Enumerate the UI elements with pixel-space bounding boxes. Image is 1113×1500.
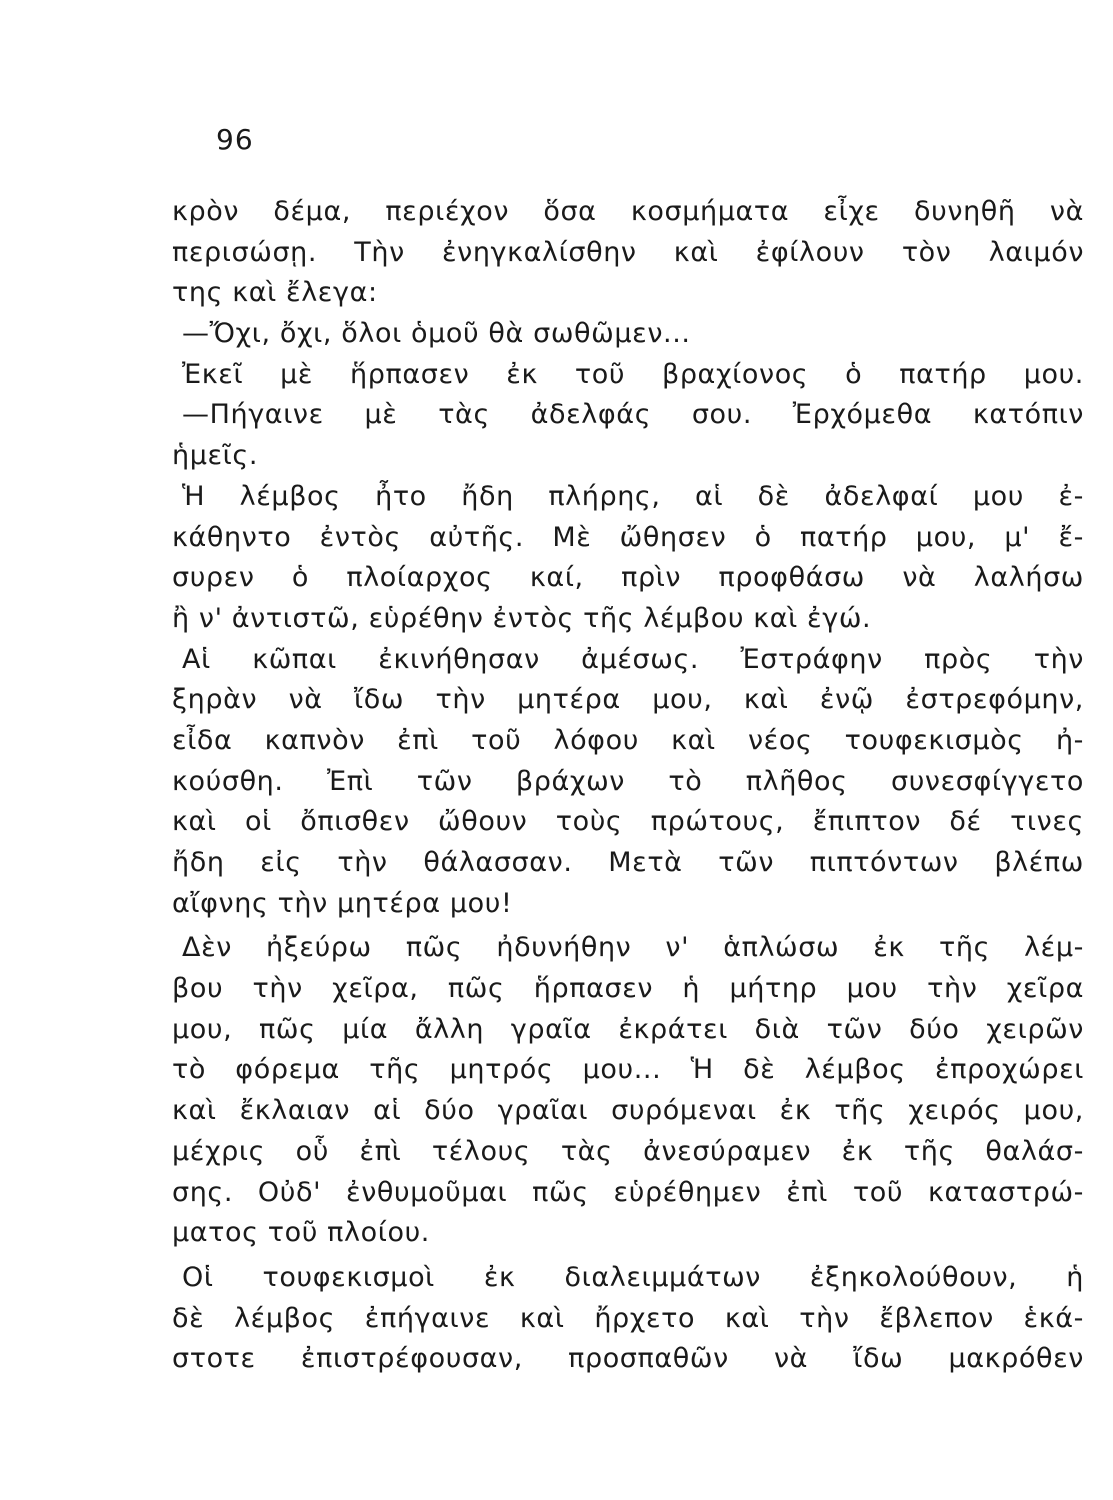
text-line: καὶ ἔκλαιαν αἱ δύο γραῖαι συρόμεναι ἐκ τῆς χειρός μου, [172,1095,1084,1127]
text-line: τὸ φόρεμα τῆς μητρός μου... Ἡ δὲ λέμβος ἐπροχώρει [172,1054,1084,1086]
text-line: της καὶ ἔλεγα: [172,277,378,309]
text-line: ἡμεῖς. [172,440,259,472]
text-line: μου, πῶς μία ἄλλη γραῖα ἐκράτει διὰ τῶν δύο χειρῶν [172,1013,1084,1045]
text-line: στοτε ἐπιστρέφουσαν, προσπαθῶν νὰ ἴδω μακρόθεν [172,1343,1084,1375]
text-line: Δὲν ἠξεύρω πῶς ἠδυνήθην ν' ἁπλώσω ἐκ τῆς λέμ- [182,932,1084,964]
text-line: Ἡ λέμβος ἦτο ἤδη πλήρης, αἱ δὲ ἀδελφαί μου ἐ- [182,480,1084,512]
text-line: βου τὴν χεῖρα, πῶς ἥρπασεν ἡ μήτηρ μου τὴν χεῖρα [172,973,1084,1005]
text-line: Οἱ τουφεκισμοὶ ἐκ διαλειμμάτων ἐξηκολούθουν, ἡ [182,1261,1084,1293]
text-line: κρὸν δέμα, περιέχον ὅσα κοσμήματα εἶχε δυνηθῆ νὰ [172,196,1084,227]
text-line: ἢ ν' ἀντιστῶ, εὑρέθην ἐντὸς τῆς λέμβου καὶ ἐγώ. [172,602,872,634]
text-line: κάθηντο ἐντὸς αὐτῆς. Μὲ ὤθησεν ὁ πατήρ μου, μ' ἔ- [172,521,1084,553]
body-text [172,192,1084,1380]
text-line: Αἱ κῶπαι ἐκινήθησαν ἀμέσως. Ἐστράφην πρὸς τὴν [182,643,1084,675]
text-line: ματος τοῦ πλοίου. [172,1217,430,1249]
text-line: δὲ λέμβος ἐπήγαινε καὶ ἤρχετο καὶ τὴν ἔβλεπον ἑκά- [172,1302,1084,1334]
text-line: —Πήγαινε μὲ τὰς ἀδελφάς σου. Ἐρχόμεθα κατόπιν [182,399,1084,431]
text-line: περισώσῃ. Τὴν ἐνηγκαλίσθην καὶ ἐφίλουν τὸν λαιμόν [172,236,1084,268]
text-line: καὶ οἱ ὄπισθεν ὤθουν τοὺς πρώτους, ἔπιπτον δέ τινες [172,806,1084,838]
text-line: ξηρὰν νὰ ἴδω τὴν μητέρα μου, καὶ ἐνῷ ἐστρεφόμην, [172,684,1084,716]
text-line: συρεν ὁ πλοίαρχος καί, πρὶν προφθάσω νὰ λαλήσω [172,562,1084,594]
text-line: μέχρις οὗ ἐπὶ τέλους τὰς ἀνεσύραμεν ἐκ τῆς θαλάσ- [172,1135,1084,1167]
text-line: —Ὄχι, ὄχι, ὅλοι ὁμοῦ θὰ σωθῶμεν... [182,318,691,350]
text-line: ἤδη εἰς τὴν θάλασσαν. Μετὰ τῶν πιπτόντων βλέπω [172,847,1084,878]
text-line: αἴφνης τὴν μητέρα μου! [172,887,513,919]
text-line: Ἐκεῖ μὲ ἥρπασεν ἐκ τοῦ βραχίονος ὁ πατήρ μου. [182,358,1084,390]
text-line: σης. Οὐδ' ἐνθυμοῦμαι πῶς εὑρέθημεν ἐπὶ τοῦ καταστρώ- [172,1176,1084,1208]
text-line: εἶδα καπνὸν ἐπὶ τοῦ λόφου καὶ νέος τουφεκισμὸς ἠ- [172,724,1084,756]
page-number: 96 [216,123,254,156]
text-line: κούσθη. Ἐπὶ τῶν βράχων τὸ πλῆθος συνεσφίγγετο [172,765,1084,797]
